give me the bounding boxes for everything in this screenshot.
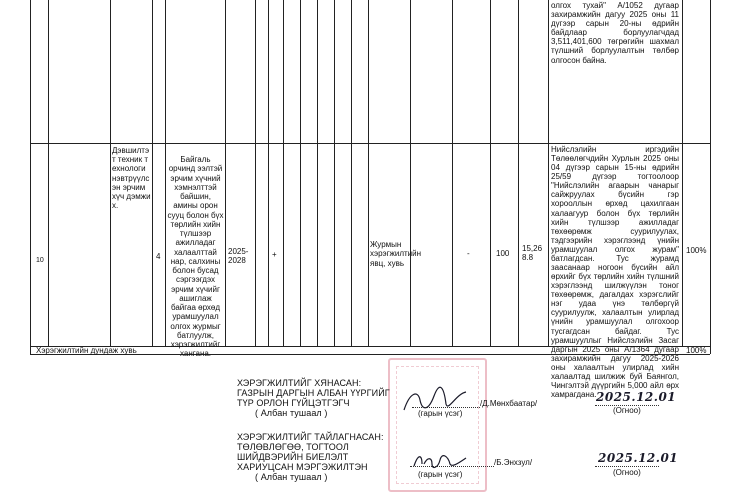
row-indicator: Журмын хэрэгжилтийн явц, хувь [370, 240, 422, 268]
previous-row-result-text: олгох тухай" А/1052 дугаар захирамжийн дагуу 2025 оны 11 дүгээр сарын 20-ны өдрийн байдлаар борлуулагчдад 3,511,401,600 төгрөгийн шахмал түлшний борлуулалтын төлбөр олгосон байна. [551, 1, 679, 65]
reporter-title-line-2: ТӨЛӨВЛӨГӨӨ, ТОГТООЛ [237, 442, 349, 452]
row-category: Дэвшилтэт техник технологи нэвтрүүлсэн эрчим хүч дэмжих. [112, 146, 151, 211]
reviewer-date: 2025.12.01 [596, 390, 677, 404]
reviewer-date-caption: (Огноо) [613, 406, 641, 415]
reporter-title-line-4: ХАРИУЦСАН МЭРГЭЖИЛТЭН [237, 462, 368, 472]
reviewer-name: /Д.Мөнхбаатар/ [480, 399, 538, 408]
reporter-position-caption: ( Албан тушаал ) [255, 472, 328, 482]
row-target: 100 [496, 249, 510, 258]
row-score: 100% [686, 246, 707, 255]
reviewer-sign-line [412, 407, 480, 408]
reporter-date: 2025.12.01 [598, 451, 679, 465]
reporter-signature-drawing [410, 450, 470, 472]
row-period: 2025-2028 [228, 247, 249, 265]
row-count: 4 [156, 252, 161, 261]
row-baseline: - [467, 249, 470, 258]
footer-value: 100% [686, 346, 707, 355]
row-number: 10 [36, 257, 44, 264]
reporter-date-line [595, 466, 659, 467]
reviewer-position-caption: ( Албан тушаал ) [255, 408, 328, 418]
row-budget: 15,268.8 [522, 244, 543, 262]
reporter-date-caption: (Огноо) [613, 468, 641, 477]
row-result: Нийслэлийн иргэдийн Төлөөлөгчдийн Хурлын 2025 оны 04 дүгээр сарын 15-ны өдрийн 25/59 дүгээр тогтоолоор "Нийслэлийн агаарын чанарыг сайжруулах бүсийн гэр хорооллын өрхөд цахилгаан халаагуур болон бүх төрлийн хийн түлшээр ажилладаг төхөөрөмж суурилуулах, тэдгээрийн хэрэглээнд үнийн урамшуулал олгох журам" батлагдсан. Тус журамд заасанаар ногоон бүсийн айл өрхийг бүх төрлийн хийн түлшний хэрэглээнд шилжүүлэн тоног төхөөрөмж, дагалдах хэрэгслийг нэг удаа үнэ төлбөргүй суурилуулж, халаалтын улирлад үнийн урамшуулал олгохоор тусгагдсан байдаг. Тус урамшууллыг Нийслэлийн Засаг даргын 2025 оны А/1364 дугаар захирамжийн дагуу 2025-2026 оны халаалтын улирлад хийн халаалтад шилжиж буй Баянгол, Чингэлтэй дүүргийн 5,000 айл өрх хамрагдана. [551, 145, 679, 400]
reviewer-sign-caption: (гарын үсэг) [418, 409, 463, 418]
reporter-title-line-1: ХЭРЭГЖИЛТИЙГ ТАЙЛАГНАСАН: [237, 432, 384, 442]
reporter-sign-caption: (гарын үсэг) [418, 470, 463, 479]
reporter-name: /Б.Энхзул/ [494, 458, 533, 467]
row-task: Байгаль орчинд ээлтэй эрчим хүчний хэмнэлттэй байшин, амины орон сууц болон бүх төрлийн хийн түлшээр ажилладаг халаалттай нар, салхины болон бусад сэргээгдэх эрчим хүчийг ашиглаж байгаа өрхөд урамшуулал олгох журмыг батлуулж, хэрэгжилтийг хангана. [167, 155, 224, 359]
reviewer-title-line-1: ХЭРЭГЖИЛТИЙГ ХЯНАСАН: [237, 378, 362, 388]
row-mark: + [272, 250, 277, 259]
reporter-title-line-3: ШИЙДВЭРИЙН БИЕЛЭЛТ [237, 452, 349, 462]
reviewer-title-line-3: ТҮР ОРЛОН ГҮЙЦЭТГЭГЧ [237, 398, 350, 408]
footer-label: Хэрэгжилтийн дундаж хувь [36, 346, 137, 355]
reporter-sign-line [410, 466, 494, 467]
reviewer-title-line-2: ГАЗРЫН ДАРГЫН АЛБАН ҮҮРГИЙГ [237, 388, 390, 398]
